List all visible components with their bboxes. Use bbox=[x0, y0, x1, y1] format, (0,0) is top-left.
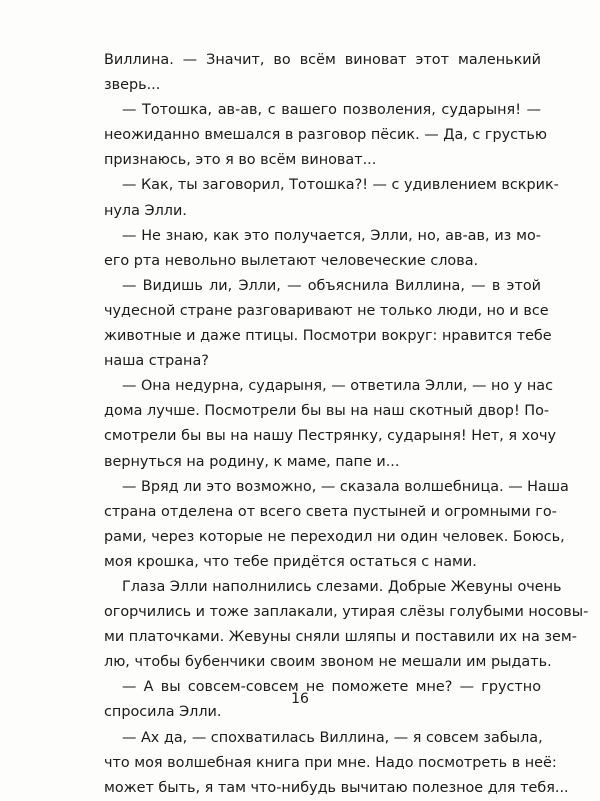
text-line: наша страна? bbox=[104, 353, 209, 370]
page-number: 16 bbox=[291, 691, 309, 707]
text-line: — А вы совсем-совсем не поможете мне? — грустно bbox=[122, 679, 541, 696]
text-line: чудесной стране разговаривают не только люди, но и все bbox=[104, 302, 549, 319]
text-line: рами, через которые не переходил ни один человек. Боюсь, bbox=[104, 528, 565, 545]
text-line: — Она недурна, сударыня, — ответила Элли, — но у нас bbox=[122, 378, 553, 395]
text-line: вернуться на родину, к маме, папе и... bbox=[104, 453, 400, 470]
text-line: может быть, я там что-нибудь вычитаю полезное для тебя... bbox=[104, 779, 569, 796]
text-line: спросила Элли. bbox=[104, 704, 222, 721]
text-line: животные и даже птицы. Посмотри вокруг: нравится тебе bbox=[104, 328, 552, 345]
text-line: огорчились и тоже заплакали, утирая слёзы голубыми носовы- bbox=[104, 604, 589, 621]
text-line: ми платочками. Жевуны сняли шляпы и поставили их на зем- bbox=[104, 629, 577, 646]
text-line: — Вряд ли это возможно, — сказала волшебница. — Наша bbox=[122, 478, 569, 495]
text-line: — Как, ты заговорил, Тотошка?! — с удивлением вскрик- bbox=[122, 177, 559, 194]
text-line: Глаза Элли наполнились слезами. Добрые Жевуны очень bbox=[122, 578, 562, 595]
text-line: нула Элли. bbox=[104, 202, 187, 219]
text-line: Виллина. — Значит, во всём виноват этот маленький bbox=[104, 52, 541, 68]
text-line: смотрели бы вы на нашу Пестрянку, сударыня! Нет, я хочу bbox=[104, 428, 556, 445]
text-line: зверь... bbox=[104, 77, 161, 94]
text-line: моя крошка, что тебе придётся остаться с нами. bbox=[104, 553, 477, 570]
text-line: его рта невольно вылетают человеческие слова. bbox=[104, 252, 479, 269]
text-line: что моя волшебная книга при мне. Надо посмотреть в неё: bbox=[104, 754, 557, 771]
text-line: — Не знаю, как это получается, Элли, но, ав-ав, из мо- bbox=[122, 227, 541, 244]
text-line: дома лучше. Посмотрели бы вы на наш скотный двор! По- bbox=[104, 403, 550, 420]
text-line: лю, чтобы бубенчики своим звоном не мешали им рыдать. bbox=[104, 654, 552, 671]
text-line: — Видишь ли, Элли, — объяснила Виллина, — в этой bbox=[122, 277, 541, 294]
text-line: признаюсь, это я во всём виноват... bbox=[104, 152, 377, 169]
text-line: неожиданно вмешался в разговор пёсик. — Да, с грустью bbox=[104, 127, 548, 144]
page-text bbox=[104, 48, 589, 801]
text-line: — Ах да, — спохватилась Виллина, — я совсем забыла, bbox=[122, 729, 543, 746]
text-line: страна отделена от всего света пустыней и огромными го- bbox=[104, 503, 557, 520]
text-line: — Тотошка, ав-ав, с вашего позволения, сударыня! — bbox=[122, 102, 541, 119]
